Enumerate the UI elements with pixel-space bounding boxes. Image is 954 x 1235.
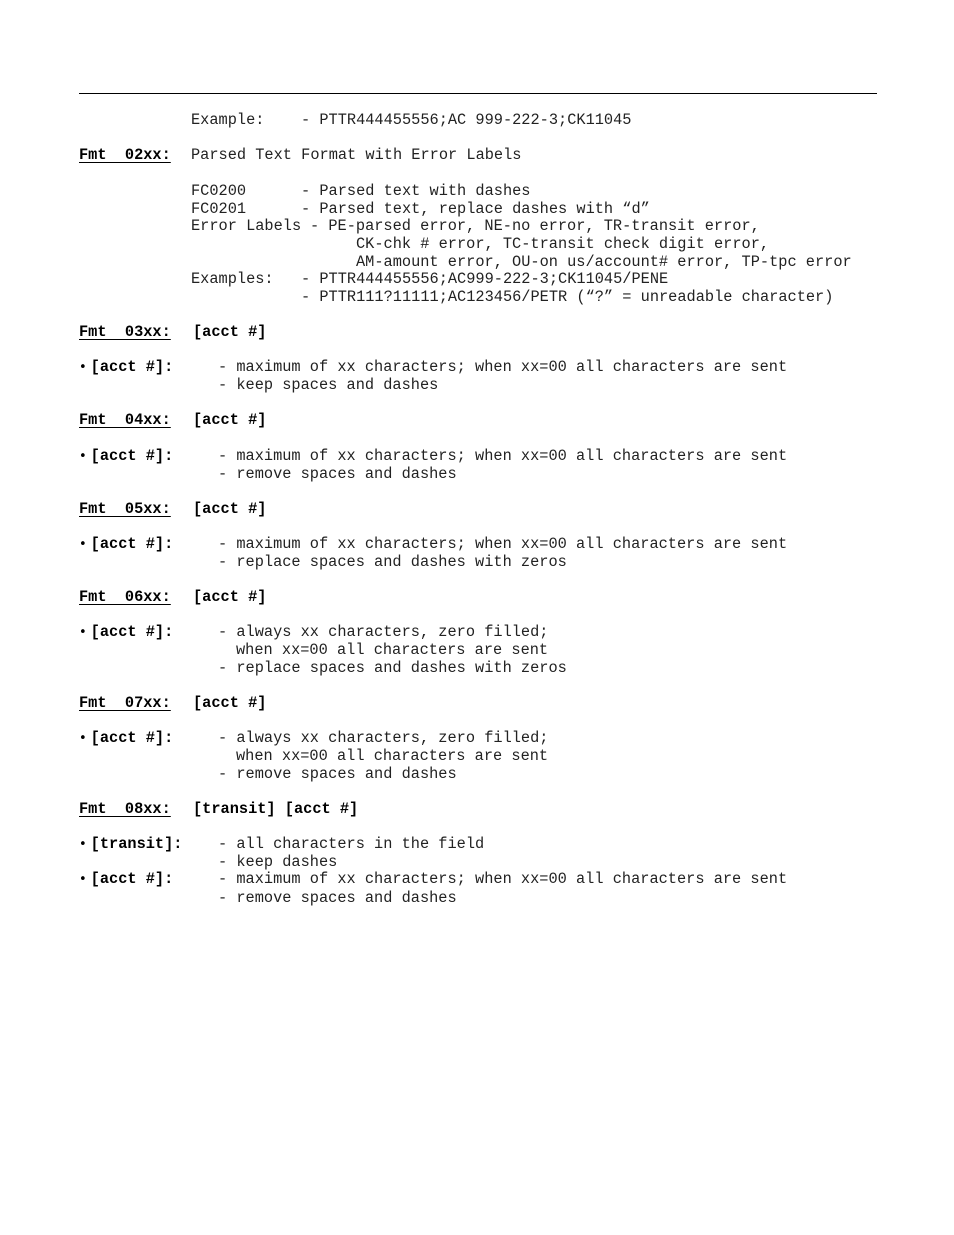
bullet-glyph: • — [79, 872, 87, 887]
error-labels-line-2: CK-chk # error, TC-transit check digit error, — [356, 235, 770, 253]
fmt-08-transit-line-1: - all characters in the field — [218, 835, 485, 853]
fmt-02-code: Fmt 02xx: — [79, 146, 171, 164]
fmt-07-code: Fmt 07xx: — [79, 694, 171, 712]
fmt-04-title: [acct #] — [193, 411, 267, 429]
fmt-08-acct-label: [acct #]: — [90, 870, 174, 888]
fmt-06-line-2: when xx=00 all characters are sent — [236, 641, 549, 659]
fmt-04-code: Fmt 04xx: — [79, 411, 171, 429]
fmt-08-transit-bullet — [79, 835, 182, 853]
fmt-07-line-1: - always xx characters, zero filled; — [218, 729, 549, 747]
fmt-04-bullet-label: [acct #]: — [90, 447, 174, 465]
fc0200-desc: - Parsed text with dashes — [301, 182, 531, 200]
fmt-07-line-3: - remove spaces and dashes — [218, 765, 457, 783]
fmt-08-transit-line-2: - keep dashes — [218, 853, 338, 871]
fmt-06-code: Fmt 06xx: — [79, 588, 171, 606]
fmt-06-line-1: - always xx characters, zero filled; — [218, 623, 549, 641]
fmt-08-transit-label: [transit]: — [90, 835, 183, 853]
fmt-07-bullet-label: [acct #]: — [90, 729, 174, 747]
bullet-glyph: • — [79, 537, 87, 552]
fmt-04-line-2: - remove spaces and dashes — [218, 465, 457, 483]
bullet-glyph: • — [79, 731, 87, 746]
fc0200-code: FC0200 — [191, 182, 247, 200]
bullet-glyph: • — [79, 625, 87, 640]
fmt-05-line-2: - replace spaces and dashes with zeros — [218, 553, 567, 571]
fmt-03-bullet — [79, 358, 173, 376]
bullet-glyph: • — [79, 449, 87, 464]
fmt-07-title: [acct #] — [193, 694, 267, 712]
fmt-05-title: [acct #] — [193, 500, 267, 518]
fc0201-code: FC0201 — [191, 200, 247, 218]
bullet-glyph: • — [79, 360, 87, 375]
fmt-04-bullet — [79, 447, 173, 465]
fmt-06-bullet — [79, 623, 173, 641]
fmt-03-code: Fmt 03xx: — [79, 323, 171, 341]
example-value: - PTTR444455556;AC 999-222-3;CK11045 — [301, 111, 632, 129]
examples-line-1: - PTTR444455556;AC999-222-3;CK11045/PENE — [301, 270, 669, 288]
error-labels-line-1: - PE-parsed error, NE-no error, TR-transit error, — [310, 217, 760, 235]
fmt-03-line-1: - maximum of xx characters; when xx=00 all characters are sent — [218, 358, 788, 376]
fmt-03-line-2: - keep spaces and dashes — [218, 376, 439, 394]
example-label: Example: — [191, 111, 265, 129]
fmt-07-bullet — [79, 729, 173, 747]
fmt-04-line-1: - maximum of xx characters; when xx=00 all characters are sent — [218, 447, 788, 465]
fmt-03-title: [acct #] — [193, 323, 267, 341]
error-labels-label: Error Labels — [191, 217, 302, 235]
fmt-06-title: [acct #] — [193, 588, 267, 606]
examples-label: Examples: — [191, 270, 274, 288]
fmt-08-acct-line-2: - remove spaces and dashes — [218, 889, 457, 907]
fmt-05-bullet — [79, 535, 173, 553]
fmt-08-code: Fmt 08xx: — [79, 800, 171, 818]
fmt-05-bullet-label: [acct #]: — [90, 535, 174, 553]
fmt-06-line-3: - replace spaces and dashes with zeros — [218, 659, 567, 677]
fmt-05-line-1: - maximum of xx characters; when xx=00 all characters are sent — [218, 535, 788, 553]
fc0201-desc: - Parsed text, replace dashes with “d” — [301, 200, 650, 218]
error-labels-line-3: AM-amount error, OU-on us/account# error, TP-tpc error — [356, 253, 852, 271]
header-rule — [79, 93, 877, 94]
fmt-05-code: Fmt 05xx: — [79, 500, 171, 518]
fmt-07-line-2: when xx=00 all characters are sent — [236, 747, 549, 765]
bullet-glyph: • — [79, 837, 87, 852]
fmt-08-acct-bullet — [79, 870, 173, 888]
fmt-06-bullet-label: [acct #]: — [90, 623, 174, 641]
fmt-08-acct-line-1: - maximum of xx characters; when xx=00 all characters are sent — [218, 870, 788, 888]
fmt-08-title: [transit] [acct #] — [193, 800, 359, 818]
fmt-03-bullet-label: [acct #]: — [90, 358, 174, 376]
fmt-02-title: Parsed Text Format with Error Labels — [191, 146, 522, 164]
examples-line-2: - PTTR111?11111;AC123456/PETR (“?” = unreadable character) — [301, 288, 834, 306]
